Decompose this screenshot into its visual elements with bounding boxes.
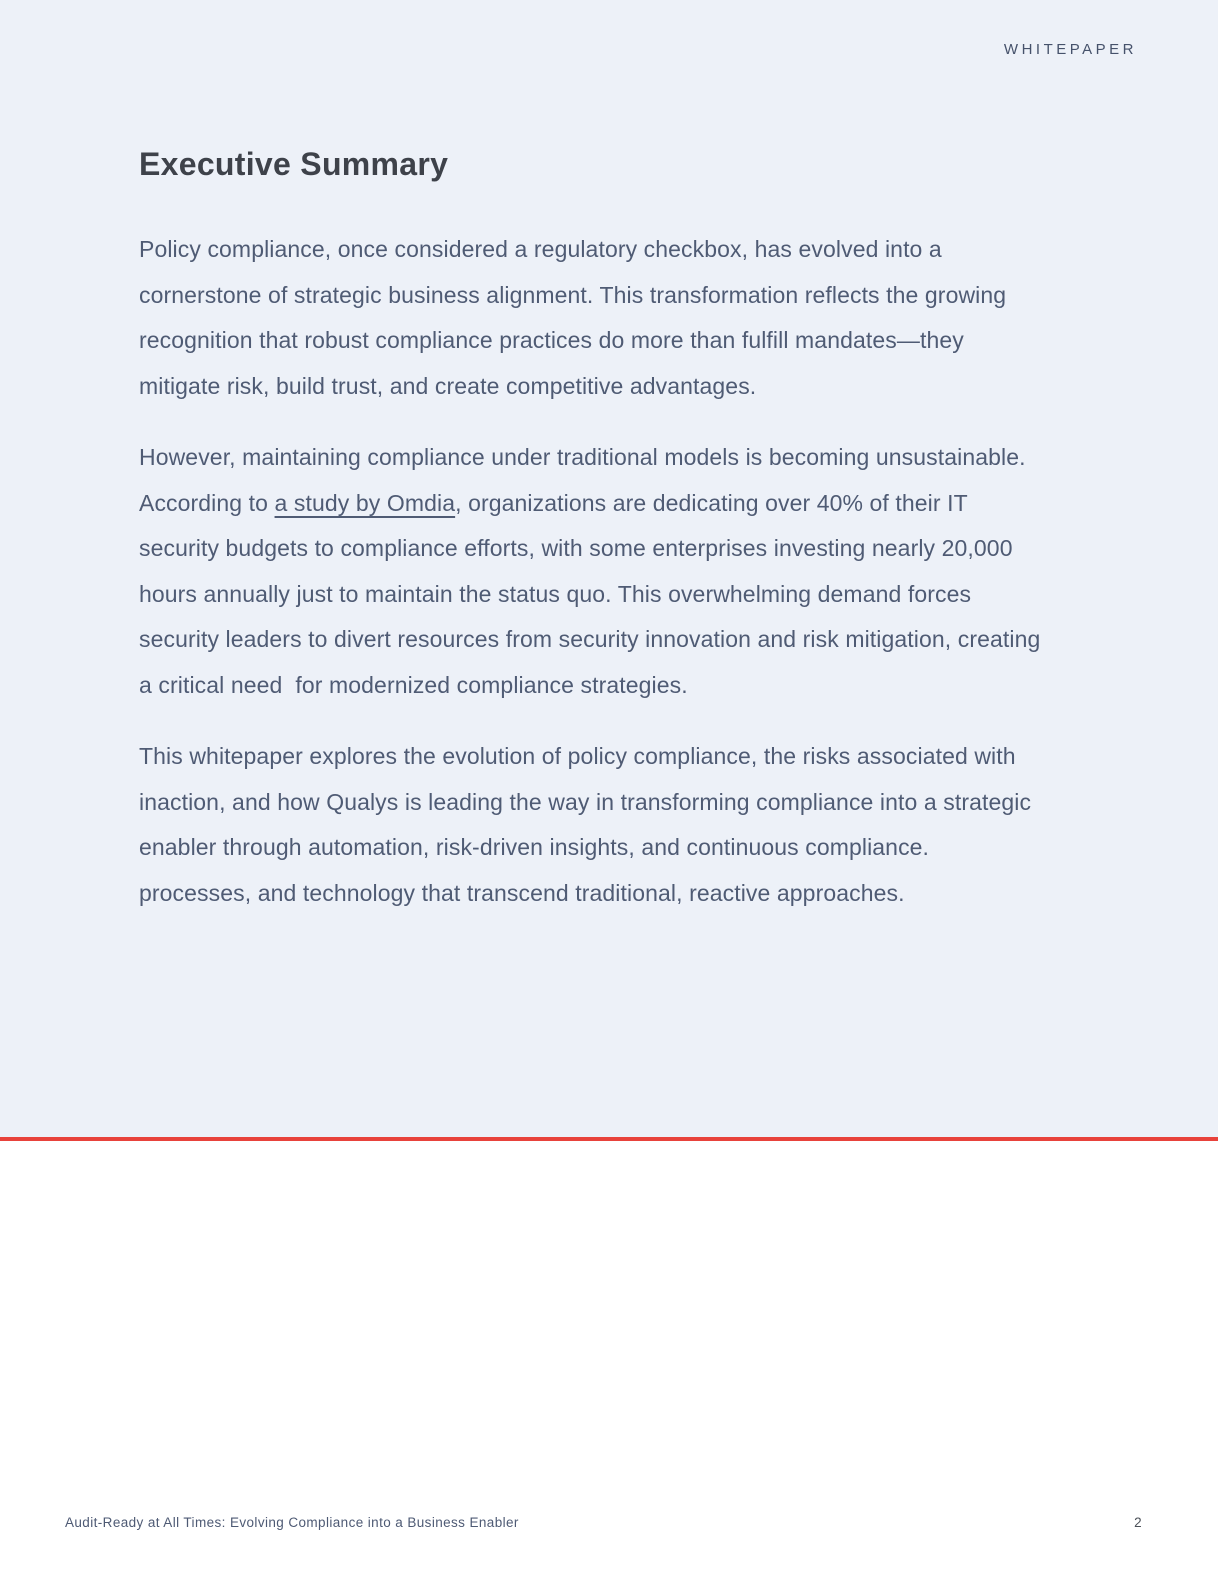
omdia-study-link[interactable]: a study by Omdia bbox=[274, 489, 456, 516]
page-footer bbox=[65, 1515, 1142, 1530]
whitepaper-label: WHITEPAPER bbox=[1003, 41, 1137, 58]
page-title: Executive Summary bbox=[139, 146, 449, 182]
footer-document-title: Audit-Ready at All Times: Evolving Compliance into a Business Enabler bbox=[65, 1515, 519, 1530]
paragraph-2 bbox=[139, 435, 1047, 708]
paragraph-2-text-before: However, maintaining compliance under traditional models is becoming unsustainable. According to bbox=[139, 444, 1031, 516]
page-number: 2 bbox=[1134, 1515, 1142, 1530]
body-copy bbox=[139, 227, 1137, 916]
paragraph-2-text-after: , organizations are dedicating over 40% of their IT security budgets to compliance efforts, with some enterprises investing nearly 20,000 hours annually just to maintain the status quo. This overwhelming demand forces security leaders to divert resources from security innovation and risk mitigation, creating a critical need for modernized compliance strategies. bbox=[139, 489, 1047, 698]
paragraph-3: This whitepaper explores the evolution of policy compliance, the risks associated with inaction, and how Qualys is leading the way in transforming compliance into a strategic enabler through automation, risk-driven insights, and continuous compliance. processes, and technology that transcend traditional, reactive approaches. bbox=[139, 743, 1038, 906]
paragraph-1: Policy compliance, once considered a regulatory checkbox, has evolved into a cornerstone of strategic business alignment. This transformation reflects the growing recognition that robust compliance practices do more than fulfill mandates—they mitigate risk, build trust, and create competitive advantages. bbox=[139, 236, 1013, 399]
